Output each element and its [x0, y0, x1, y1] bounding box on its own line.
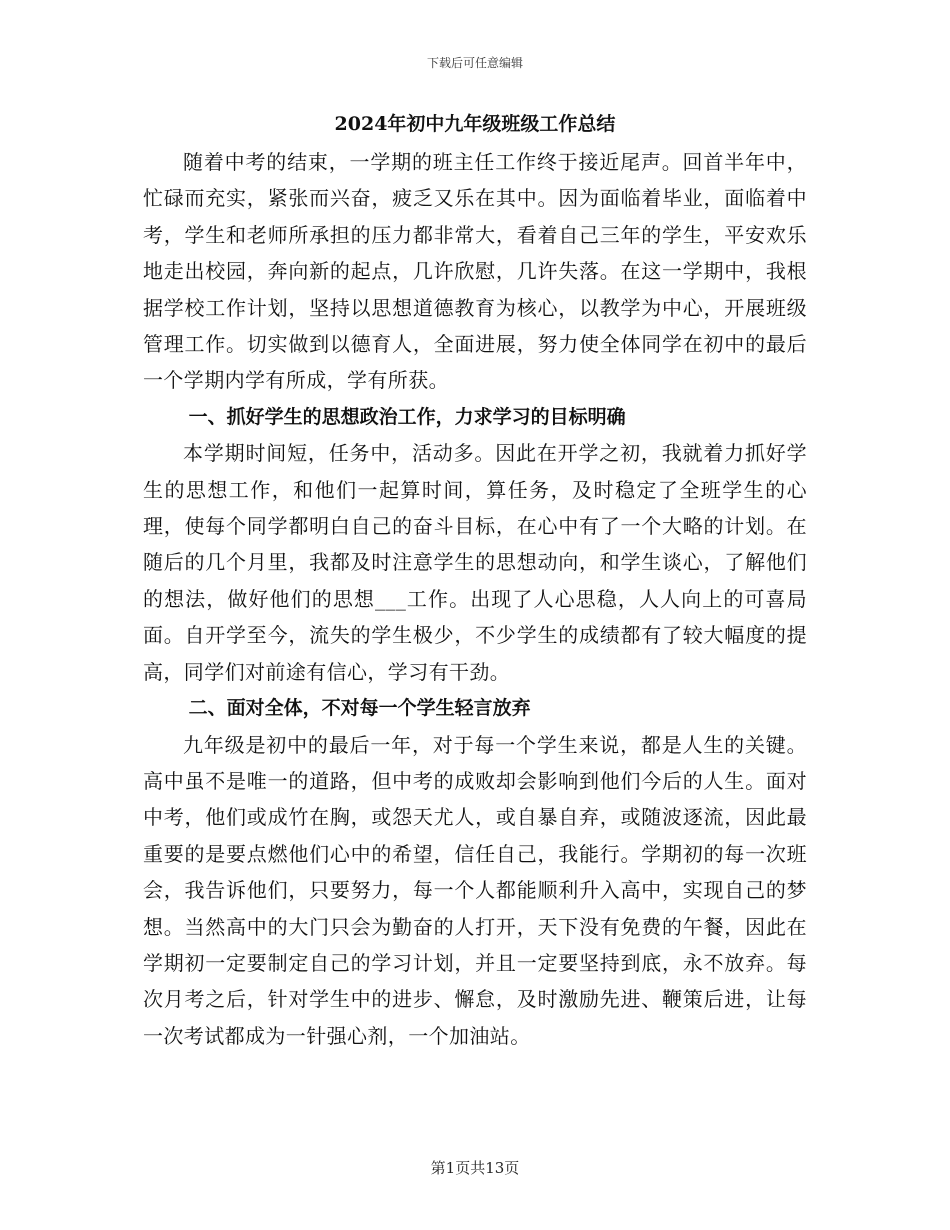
page-number: 第1页共13页: [430, 1159, 520, 1177]
section-heading-1: 一、抓好学生的思想政治工作，力求学习的目标明确: [188, 405, 626, 428]
section-paragraph-1: 本学期时间短，任务中，活动多。因此在开学之初，我就着力抓好学生的思想工作，和他们一起算时间，算任务，及时稳定了全班学生的心理，使每个同学都明白自己的奋斗目标，在心中有了一个大略的计划。在随后的几个月里，我都及时注意学生的思想动向，和学生谈心，了解他们的想法，做好他们的思想___工作。出现了人心思稳，人人向上的可喜局面。自开学至今，流失的学生极少，不少学生的成绩都有了较大幅度的提高，同学们对前途有信心，学习有干劲。: [143, 441, 807, 684]
header-note: 下载后可任意编辑: [426, 56, 523, 70]
section-heading-2: 二、面对全体，不对每一个学生轻言放弃: [188, 697, 531, 720]
document-body: [143, 110, 807, 1054]
document-title: 2024年初中九年级班级工作总结: [334, 113, 616, 135]
intro-paragraph: 随着中考的结束，一学期的班主任工作终于接近尾声。回首半年中，忙碌而充实，紧张而兴奋，疲乏又乐在其中。因为面临着毕业，面临着中考，学生和老师所承担的压力都非常大，看着自己三年的学生，平安欢乐地走出校园，奔向新的起点，几许欣慰，几许失落。在这一学期中，我根据学校工作计划，坚持以思想道德教育为核心，以教学为中心，开展班级管理工作。切实做到以德育人，全面进展，努力使全体同学在初中的最后一个学期内学有所成，学有所获。: [143, 150, 807, 393]
section-paragraph-2: 九年级是初中的最后一年，对于每一个学生来说，都是人生的关键。高中虽不是唯一的道路，但中考的成败却会影响到他们今后的人生。面对中考，他们或成竹在胸，或怨天尤人，或自暴自弃，或随波逐流，因此最重要的是要点燃他们心中的希望，信任自己，我能行。学期初的每一次班会，我告诉他们，只要努力，每一个人都能顺利升入高中，实现自己的梦想。当然高中的大门只会为勤奋的人打开，天下没有免费的午餐，因此在学期初一定要制定自己的学习计划，并且一定要坚持到底，永不放弃。每次月考之后，针对学生中的进步、懈怠，及时激励先进、鞭策后进，让每一次考试都成为一针强心剂，一个加油站。: [143, 732, 807, 1048]
